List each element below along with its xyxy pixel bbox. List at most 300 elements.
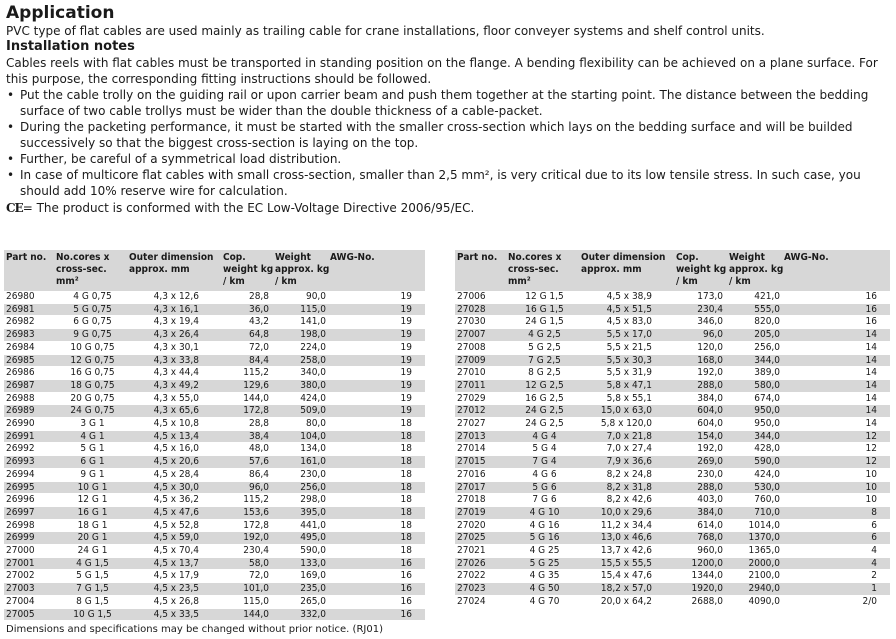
cell-outer-dimension: 4,5 x 38,9	[581, 291, 676, 303]
cell-outer-dimension: 4,5 x 36,2	[129, 494, 223, 507]
cell-part-no: 27008	[455, 341, 508, 354]
cell-outer-dimension: 5,5 x 17,0	[581, 329, 676, 342]
intro-section	[6, 3, 892, 216]
cell-weight: 820,0	[729, 316, 784, 329]
cell-cores: 12 G 2,5	[508, 379, 581, 392]
table-row	[455, 354, 890, 367]
cell-part-no: 27023	[455, 583, 508, 596]
table-row	[455, 570, 890, 583]
cell-outer-dimension: 5,5 x 21,5	[581, 341, 676, 354]
cell-outer-dimension: 4,3 x 55,0	[129, 392, 223, 405]
cell-awg: 18	[330, 430, 425, 443]
cell-cores: 6 G 0,75	[56, 316, 129, 329]
cell-outer-dimension: 4,5 x 47,6	[129, 506, 223, 519]
cell-awg: 10	[784, 468, 890, 481]
table-row	[4, 557, 425, 570]
cell-cores: 7 G 4	[508, 456, 581, 469]
cell-outer-dimension: 4,3 x 16,1	[129, 303, 223, 316]
cell-cores: 12 G 1,5	[508, 291, 581, 303]
cell-awg: 19	[330, 379, 425, 392]
table-row	[455, 545, 890, 558]
cell-outer-dimension: 5,8 x 47,1	[581, 379, 676, 392]
table-row	[4, 303, 425, 316]
cell-weight: 380,0	[275, 379, 330, 392]
cell-weight: 2000,0	[729, 557, 784, 570]
table-row	[4, 532, 425, 545]
ce-text: = The product is conformed with the EC Low-Voltage Directive 2006/95/EC.	[22, 201, 475, 215]
cell-part-no: 27022	[455, 570, 508, 583]
cell-cop-weight: 96,0	[676, 329, 729, 342]
cell-weight: 133,0	[275, 557, 330, 570]
cell-cop-weight: 101,0	[223, 583, 275, 596]
cell-weight: 80,0	[275, 418, 330, 431]
cell-part-no: 27009	[455, 354, 508, 367]
cell-part-no: 27011	[455, 379, 508, 392]
table-row	[455, 418, 890, 431]
cell-outer-dimension: 4,3 x 65,6	[129, 405, 223, 418]
header-awg: AWG-No.	[784, 250, 890, 291]
cell-outer-dimension: 8,2 x 31,8	[581, 481, 676, 494]
cell-weight: 1370,0	[729, 532, 784, 545]
cell-outer-dimension: 13,0 x 46,6	[581, 532, 676, 545]
cell-cores: 5 G 25	[508, 557, 581, 570]
cell-cop-weight: 1920,0	[676, 583, 729, 596]
cell-cop-weight: 604,0	[676, 418, 729, 431]
cell-weight: 224,0	[275, 341, 330, 354]
cell-cores: 5 G 1,5	[56, 570, 129, 583]
table-row	[4, 494, 425, 507]
table-row	[455, 557, 890, 570]
cell-outer-dimension: 7,0 x 21,8	[581, 430, 676, 443]
cell-part-no: 26980	[4, 291, 56, 303]
cell-awg: 10	[784, 481, 890, 494]
cell-awg: 18	[330, 532, 425, 545]
cell-awg: 19	[330, 329, 425, 342]
cell-cop-weight: 58,0	[223, 557, 275, 570]
cell-awg: 14	[784, 354, 890, 367]
cell-outer-dimension: 4,5 x 51,5	[581, 303, 676, 316]
cell-outer-dimension: 4,3 x 26,4	[129, 329, 223, 342]
cell-outer-dimension: 11,2 x 34,4	[581, 519, 676, 532]
cell-awg: 18	[330, 506, 425, 519]
cell-outer-dimension: 7,9 x 36,6	[581, 456, 676, 469]
cell-cop-weight: 172,8	[223, 519, 275, 532]
cell-awg: 16	[784, 291, 890, 303]
cell-cop-weight: 36,0	[223, 303, 275, 316]
cell-weight: 141,0	[275, 316, 330, 329]
cell-cop-weight: 115,2	[223, 494, 275, 507]
cell-cores: 8 G 2,5	[508, 367, 581, 380]
header-weight: Weight approx. kg / km	[275, 250, 330, 291]
cell-cores: 7 G 6	[508, 494, 581, 507]
table-row	[455, 443, 890, 456]
spec-table-left	[4, 250, 425, 621]
cell-part-no: 26987	[4, 379, 56, 392]
table-row	[455, 583, 890, 596]
header-outer-dimension: Outer dimension approx. mm	[581, 250, 676, 291]
cell-part-no: 26989	[4, 405, 56, 418]
table-row	[4, 595, 425, 608]
cell-weight: 421,0	[729, 291, 784, 303]
cell-awg: 19	[330, 405, 425, 418]
cell-cores: 16 G 0,75	[56, 367, 129, 380]
table-row	[4, 519, 425, 532]
cell-cop-weight: 614,0	[676, 519, 729, 532]
cell-part-no: 27020	[455, 519, 508, 532]
table-row	[455, 379, 890, 392]
cell-cores: 4 G 4	[508, 430, 581, 443]
cell-part-no: 26999	[4, 532, 56, 545]
table-row	[4, 481, 425, 494]
table-body	[4, 291, 425, 621]
cell-weight: 115,0	[275, 303, 330, 316]
cell-cop-weight: 173,0	[676, 291, 729, 303]
cell-weight: 134,0	[275, 443, 330, 456]
cell-cores: 5 G 16	[508, 532, 581, 545]
cell-awg: 14	[784, 418, 890, 431]
cell-cop-weight: 192,0	[676, 367, 729, 380]
cell-outer-dimension: 5,8 x 120,0	[581, 418, 676, 431]
cell-weight: 344,0	[729, 354, 784, 367]
cell-weight: 555,0	[729, 303, 784, 316]
cell-cop-weight: 144,0	[223, 392, 275, 405]
table-header-row	[455, 250, 890, 291]
cell-awg: 16	[330, 583, 425, 596]
cell-weight: 256,0	[275, 481, 330, 494]
cell-cores: 9 G 1	[56, 468, 129, 481]
cell-cop-weight: 768,0	[676, 532, 729, 545]
cell-awg: 4	[784, 557, 890, 570]
cell-part-no: 27007	[455, 329, 508, 342]
cell-cores: 4 G 25	[508, 545, 581, 558]
cell-weight: 104,0	[275, 430, 330, 443]
table-row	[455, 519, 890, 532]
table-row	[4, 570, 425, 583]
cell-weight: 950,0	[729, 418, 784, 431]
cell-weight: 389,0	[729, 367, 784, 380]
cell-cop-weight: 48,0	[223, 443, 275, 456]
cell-weight: 2100,0	[729, 570, 784, 583]
table-row	[455, 329, 890, 342]
cell-part-no: 27028	[455, 303, 508, 316]
cell-cop-weight: 72,0	[223, 570, 275, 583]
header-weight: Weight approx. kg / km	[729, 250, 784, 291]
header-part-no: Part no.	[455, 250, 508, 291]
table-row	[4, 379, 425, 392]
cell-outer-dimension: 4,5 x 28,4	[129, 468, 223, 481]
cell-outer-dimension: 5,5 x 31,9	[581, 367, 676, 380]
cell-cop-weight: 86,4	[223, 468, 275, 481]
table-header-row	[4, 250, 425, 291]
cell-cop-weight: 1200,0	[676, 557, 729, 570]
cell-cop-weight: 960,0	[676, 545, 729, 558]
cell-outer-dimension: 8,2 x 24,8	[581, 468, 676, 481]
cell-awg: 18	[330, 494, 425, 507]
cell-awg: 16	[330, 595, 425, 608]
table-row	[455, 494, 890, 507]
cell-outer-dimension: 4,5 x 33,5	[129, 608, 223, 621]
cell-weight: 169,0	[275, 570, 330, 583]
cell-weight: 509,0	[275, 405, 330, 418]
cell-cores: 4 G 0,75	[56, 291, 129, 303]
cell-cores: 5 G 0,75	[56, 303, 129, 316]
cell-awg: 19	[330, 392, 425, 405]
cell-part-no: 27025	[455, 532, 508, 545]
table-row	[4, 506, 425, 519]
cell-weight: 256,0	[729, 341, 784, 354]
cell-outer-dimension: 4,5 x 52,8	[129, 519, 223, 532]
cell-cop-weight: 28,8	[223, 418, 275, 431]
cell-cop-weight: 403,0	[676, 494, 729, 507]
table-row	[4, 418, 425, 431]
cell-cop-weight: 84,4	[223, 354, 275, 367]
installation-title: Installation notes	[6, 39, 135, 54]
header-cores: No.cores x cross-sec. mm²	[56, 250, 129, 291]
cell-awg: 18	[330, 519, 425, 532]
cell-cop-weight: 57,6	[223, 456, 275, 469]
cell-cop-weight: 192,0	[223, 532, 275, 545]
cell-outer-dimension: 13,7 x 42,6	[581, 545, 676, 558]
cell-outer-dimension: 4,3 x 12,6	[129, 291, 223, 303]
cell-awg: 19	[330, 303, 425, 316]
cell-awg: 12	[784, 443, 890, 456]
cell-outer-dimension: 4,5 x 59,0	[129, 532, 223, 545]
cell-outer-dimension: 15,0 x 63,0	[581, 405, 676, 418]
cell-part-no: 26988	[4, 392, 56, 405]
cell-weight: 332,0	[275, 608, 330, 621]
cell-awg: 16	[330, 570, 425, 583]
cell-cores: 10 G 0,75	[56, 341, 129, 354]
cell-outer-dimension: 4,5 x 10,8	[129, 418, 223, 431]
table-row	[4, 392, 425, 405]
cell-outer-dimension: 4,5 x 26,8	[129, 595, 223, 608]
cell-cores: 3 G 1	[56, 418, 129, 431]
cell-part-no: 26991	[4, 430, 56, 443]
cell-outer-dimension: 4,5 x 16,0	[129, 443, 223, 456]
cell-outer-dimension: 4,5 x 23,5	[129, 583, 223, 596]
cell-cop-weight: 153,6	[223, 506, 275, 519]
cell-cores: 18 G 0,75	[56, 379, 129, 392]
table-row	[4, 430, 425, 443]
cell-cop-weight: 115,0	[223, 595, 275, 608]
installation-bullets	[6, 87, 892, 199]
cell-cores: 12 G 1	[56, 494, 129, 507]
cell-outer-dimension: 15,5 x 55,5	[581, 557, 676, 570]
table-row	[455, 468, 890, 481]
cell-awg: 14	[784, 379, 890, 392]
cell-part-no: 26997	[4, 506, 56, 519]
table-row	[455, 291, 890, 303]
cell-outer-dimension: 4,5 x 70,4	[129, 545, 223, 558]
cell-cores: 4 G 16	[508, 519, 581, 532]
cell-weight: 161,0	[275, 456, 330, 469]
cell-weight: 950,0	[729, 405, 784, 418]
cell-part-no: 27027	[455, 418, 508, 431]
table-row	[455, 456, 890, 469]
cell-weight: 424,0	[275, 392, 330, 405]
cell-awg: 18	[330, 545, 425, 558]
cell-part-no: 27024	[455, 595, 508, 608]
header-awg: AWG-No.	[330, 250, 425, 291]
cell-cores: 4 G 35	[508, 570, 581, 583]
cell-part-no: 27006	[455, 291, 508, 303]
cell-cop-weight: 154,0	[676, 430, 729, 443]
table-row	[4, 316, 425, 329]
cell-cores: 24 G 1	[56, 545, 129, 558]
cell-awg: 10	[784, 494, 890, 507]
table-row	[455, 532, 890, 545]
table-row	[455, 316, 890, 329]
cell-outer-dimension: 4,5 x 13,4	[129, 430, 223, 443]
cell-awg: 16	[330, 608, 425, 621]
table-row	[455, 430, 890, 443]
cell-cop-weight: 2688,0	[676, 595, 729, 608]
bullet-item: • In case of multicore flat cables with small cross-section, smaller than 2,5 mm², is very critical due to its low tensile stress. In such case, you should add 10% reserve wire for calculation.	[20, 167, 892, 199]
cell-part-no: 27017	[455, 481, 508, 494]
ce-statement	[6, 200, 892, 216]
cell-cores: 8 G 1,5	[56, 595, 129, 608]
cell-weight: 710,0	[729, 506, 784, 519]
cell-cop-weight: 192,0	[676, 443, 729, 456]
header-outer-dimension: Outer dimension approx. mm	[129, 250, 223, 291]
cell-cop-weight: 346,0	[676, 316, 729, 329]
table-row	[455, 481, 890, 494]
cell-awg: 4	[784, 545, 890, 558]
cell-awg: 12	[784, 430, 890, 443]
cell-awg: 6	[784, 532, 890, 545]
table-row	[4, 608, 425, 621]
table-row	[4, 367, 425, 380]
cell-part-no: 26983	[4, 329, 56, 342]
cell-weight: 590,0	[729, 456, 784, 469]
cell-cores: 5 G 6	[508, 481, 581, 494]
application-title: Application	[6, 3, 115, 23]
cell-awg: 18	[330, 456, 425, 469]
table-row	[455, 392, 890, 405]
header-cop-weight: Cop. weight kg / km	[223, 250, 275, 291]
cell-awg: 19	[330, 341, 425, 354]
cell-awg: 16	[784, 303, 890, 316]
table-row	[455, 595, 890, 608]
cell-weight: 258,0	[275, 354, 330, 367]
table-row	[455, 367, 890, 380]
cell-awg: 8	[784, 506, 890, 519]
cell-awg: 19	[330, 316, 425, 329]
cell-cores: 4 G 70	[508, 595, 581, 608]
cell-part-no: 26998	[4, 519, 56, 532]
table-row	[455, 506, 890, 519]
cell-outer-dimension: 4,5 x 20,6	[129, 456, 223, 469]
cell-outer-dimension: 20,0 x 64,2	[581, 595, 676, 608]
cell-awg: 14	[784, 341, 890, 354]
cell-outer-dimension: 4,3 x 44,4	[129, 367, 223, 380]
cell-weight: 340,0	[275, 367, 330, 380]
cell-part-no: 26992	[4, 443, 56, 456]
cell-cores: 4 G 1	[56, 430, 129, 443]
cell-awg: 14	[784, 392, 890, 405]
table-row	[4, 456, 425, 469]
cell-cores: 7 G 2,5	[508, 354, 581, 367]
table-row	[4, 443, 425, 456]
cell-cop-weight: 172,8	[223, 405, 275, 418]
bullet-item: • Put the cable trolly on the guiding rail or upon carrier beam and push them together at the starting point. The distance between the bedding surface of two cable trollys must be wider than the double thickness of a cable-packet.	[20, 87, 892, 119]
cell-weight: 395,0	[275, 506, 330, 519]
cell-part-no: 26993	[4, 456, 56, 469]
cell-part-no: 26990	[4, 418, 56, 431]
table-row	[4, 545, 425, 558]
cell-part-no: 26985	[4, 354, 56, 367]
cell-cop-weight: 120,0	[676, 341, 729, 354]
cell-cores: 4 G 50	[508, 583, 581, 596]
table-row	[455, 303, 890, 316]
cell-awg: 6	[784, 519, 890, 532]
cell-cores: 4 G 6	[508, 468, 581, 481]
cell-cores: 5 G 2,5	[508, 341, 581, 354]
cell-cop-weight: 230,4	[223, 545, 275, 558]
cell-cores: 7 G 1,5	[56, 583, 129, 596]
cell-outer-dimension: 10,0 x 29,6	[581, 506, 676, 519]
cell-outer-dimension: 18,2 x 57,0	[581, 583, 676, 596]
table-row	[4, 329, 425, 342]
cell-cores: 4 G 2,5	[508, 329, 581, 342]
cell-outer-dimension: 4,5 x 30,0	[129, 481, 223, 494]
table-row	[455, 405, 890, 418]
cell-cores: 18 G 1	[56, 519, 129, 532]
cell-part-no: 27014	[455, 443, 508, 456]
cell-outer-dimension: 4,5 x 13,7	[129, 557, 223, 570]
cell-awg: 2/0	[784, 595, 890, 608]
cell-cores: 4 G 1,5	[56, 557, 129, 570]
cell-weight: 424,0	[729, 468, 784, 481]
cell-cop-weight: 384,0	[676, 506, 729, 519]
cell-weight: 235,0	[275, 583, 330, 596]
bullet-item: • Further, be careful of a symmetrical load distribution.	[20, 151, 892, 167]
cell-weight: 1014,0	[729, 519, 784, 532]
cell-weight: 90,0	[275, 291, 330, 303]
cell-cop-weight: 168,0	[676, 354, 729, 367]
cell-outer-dimension: 4,3 x 33,8	[129, 354, 223, 367]
cell-awg: 18	[330, 468, 425, 481]
cell-part-no: 27021	[455, 545, 508, 558]
cell-outer-dimension: 5,8 x 55,1	[581, 392, 676, 405]
table-row	[4, 341, 425, 354]
table-row	[4, 291, 425, 303]
cell-cores: 16 G 2,5	[508, 392, 581, 405]
installation-intro: Cables reels with flat cables must be transported in standing position on the flange. A bending flexibility can be achieved on a plane surface. For this purpose, the corresponding fitting instructions should be followed.	[6, 56, 878, 86]
cell-part-no: 27010	[455, 367, 508, 380]
cell-outer-dimension: 4,3 x 19,4	[129, 316, 223, 329]
cell-part-no: 27002	[4, 570, 56, 583]
table-row	[4, 468, 425, 481]
cell-cores: 4 G 10	[508, 506, 581, 519]
cell-cores: 5 G 1	[56, 443, 129, 456]
cell-weight: 580,0	[729, 379, 784, 392]
cell-cop-weight: 64,8	[223, 329, 275, 342]
cell-cop-weight: 269,0	[676, 456, 729, 469]
cell-weight: 760,0	[729, 494, 784, 507]
cell-weight: 674,0	[729, 392, 784, 405]
cell-weight: 590,0	[275, 545, 330, 558]
cell-awg: 14	[784, 405, 890, 418]
cell-part-no: 27029	[455, 392, 508, 405]
cell-cop-weight: 129,6	[223, 379, 275, 392]
cell-cop-weight: 43,2	[223, 316, 275, 329]
cell-part-no: 27019	[455, 506, 508, 519]
cell-cores: 9 G 0,75	[56, 329, 129, 342]
cell-cop-weight: 38,4	[223, 430, 275, 443]
application-text: PVC type of flat cables are used mainly as trailing cable for crane installations, floor conveyer systems and shelf control units.	[6, 24, 765, 38]
cell-cop-weight: 288,0	[676, 379, 729, 392]
